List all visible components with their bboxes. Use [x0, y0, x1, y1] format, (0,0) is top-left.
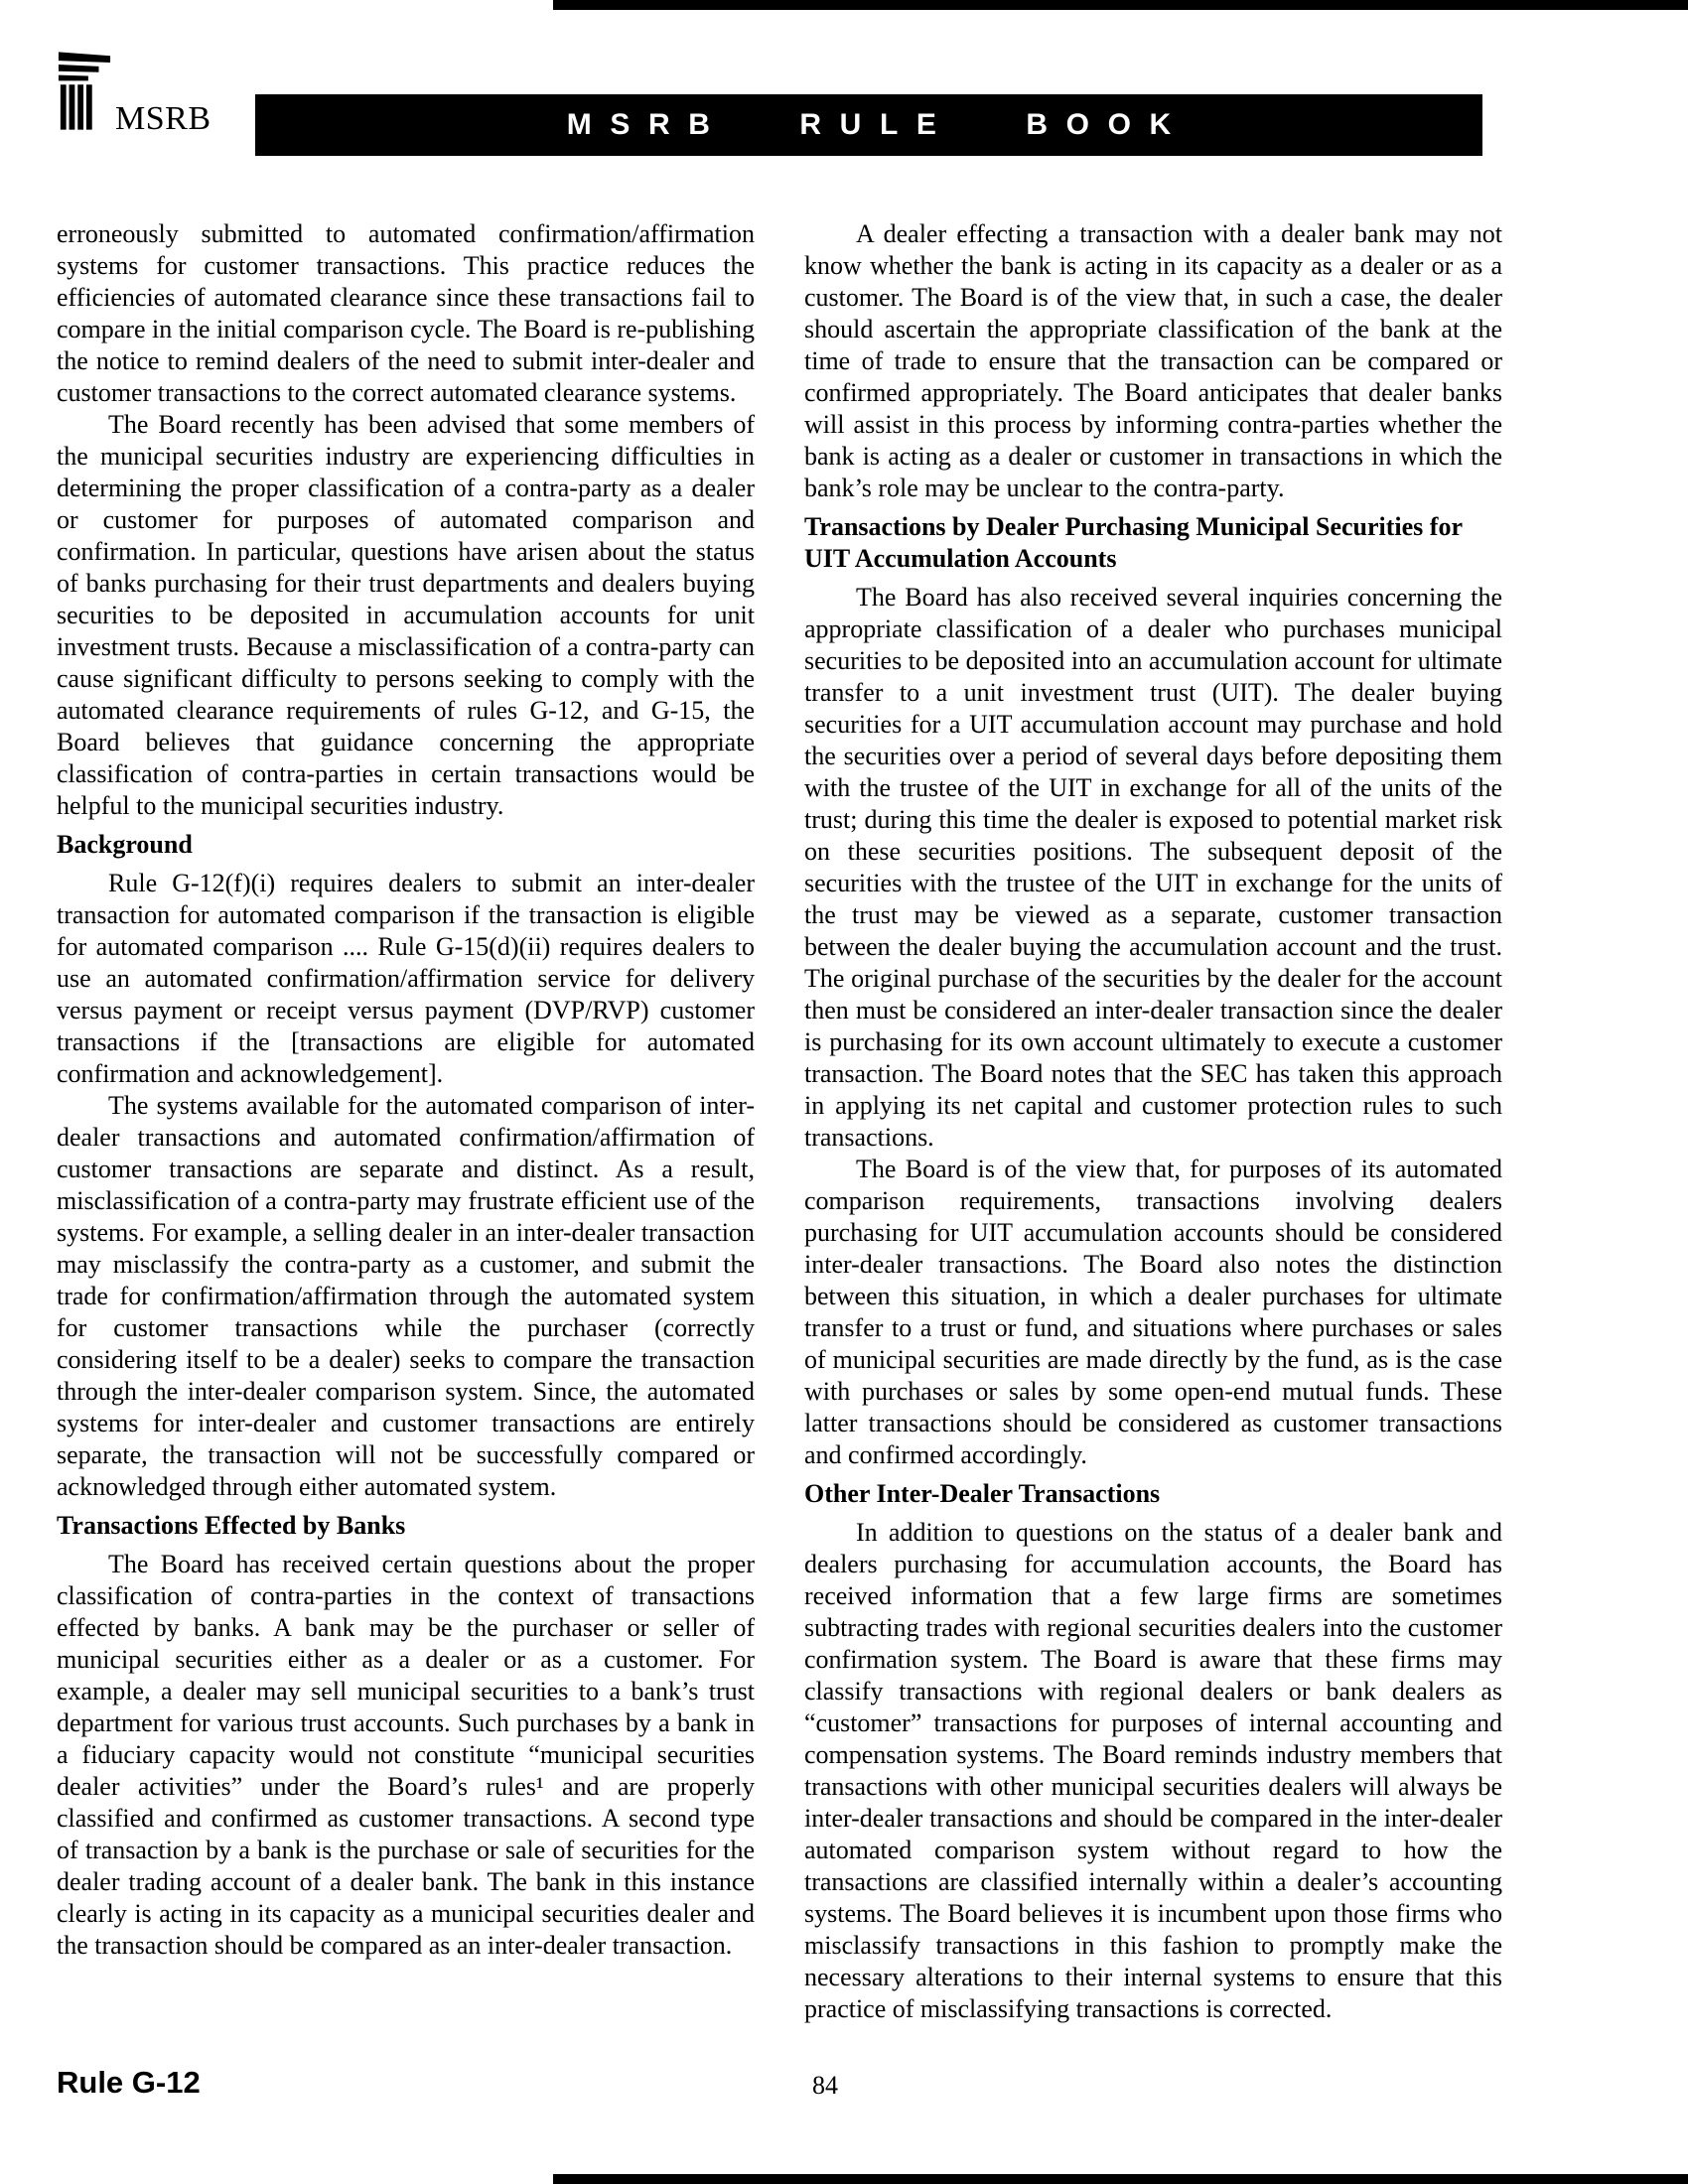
- logo-text: MSRB: [115, 100, 211, 137]
- msrb-column-icon: [57, 50, 112, 133]
- right-column: [804, 218, 1502, 2025]
- body-paragraph: The systems available for the automated comparison of inter-dealer transactions and automated confirmation/affirmation of customer transactions are separate and distinct. As a result, misclassification of a contra-party may frustrate efficient use of the systems. For example, a selling dealer in an inter-dealer transaction may misclassify the contra-party as a customer, and submit the trade for confirmation/affirmation through the automated system for customer transactions while the purchaser (correctly considering itself to be a dealer) seeks to compare the transaction through the inter-dealer comparison system. Since, the automated systems for inter-dealer and customer transactions are entirely separate, the transaction will not be successfully compared or acknowledged through either automated system.: [57, 1091, 755, 1501]
- body-paragraph: The Board has also received several inquiries concerning the appropriate classification of a dealer who purchases municipal securities to be deposited into an accumulation account for ultimate transfer to a unit investment trust (UIT). The dealer buying securities for a UIT accumulation account may purchase and hold the securities over a period of several days before depositing them with the trustee of the UIT in exchange for all of the units of the trust; during this time the dealer is exposed to potential market risk on these securities positions. The subsequent deposit of the securities with the trustee of the UIT in exchange for the units of the trust may be viewed as a separate, customer transaction between the dealer buying the accumulation account and the trust. The original purchase of the securities by the dealer for the account then must be considered an inter-dealer transaction since the dealer is purchasing for its own account ultimately to execute a customer transaction. The Board notes that the SEC has taken this approach in applying its net capital and customer protection rules to such transactions.: [804, 583, 1502, 1152]
- section-heading: Transactions by Dealer Purchasing Municipal Securities for UIT Accumulation Accounts: [804, 512, 1463, 573]
- body-paragraph: In addition to questions on the status of a dealer bank and dealers purchasing for accumulation accounts, the Board has received information that a few large firms are sometimes subtracting trades with regional securities dealers into the customer confirmation system. The Board is aware that these firms may classify transactions with regional dealers or bank dealers as “customer” transactions for purposes of internal accounting and compensation systems. The Board reminds industry members that transactions with other municipal securities dealers will always be inter-dealer transactions and should be compared in the inter-dealer automated comparison system without regard to how the transactions are classified internally within a dealer’s accounting systems. The Board believes it is incumbent upon those firms who misclassify transactions in this fashion to promptly make the necessary alterations to their internal systems to ensure that this practice of misclassifying transactions is corrected.: [804, 1518, 1502, 2023]
- scan-edge-artifact-bottom: [553, 2174, 1688, 2184]
- body-paragraph: Rule G-12(f)(i) requires dealers to submit an inter-dealer transaction for automated comparison if the transaction is eligible for automated comparison .... Rule G-15(d)(ii) requires dealers to use an automated confirmation/affirmation service for delivery versus payment or receipt versus payment (DVP/RVP) customer transactions if the [transactions are eligible for automated confirmation and acknowledgement].: [57, 869, 755, 1088]
- scan-edge-artifact-top: [553, 0, 1688, 10]
- rule-label: Rule G-12: [57, 2065, 201, 2100]
- page-number: 84: [812, 2071, 838, 2100]
- body-paragraph: erroneously submitted to automated confirmation/affirmation systems for customer transactions. This practice reduces the efficiencies of automated clearance since these transactions fail to compare in the initial comparison cycle. The Board is re-publishing the notice to remind dealers of the need to submit inter-dealer and customer transactions to the correct automated clearance systems.: [57, 219, 755, 407]
- body-paragraph: A dealer effecting a transaction with a dealer bank may not know whether the bank is acting in its capacity as a dealer or as a customer. The Board is of the view that, in such a case, the dealer should ascertain the appropriate classification of the bank at the time of trade to ensure that the transaction can be compared or confirmed appropriately. The Board anticipates that dealer banks will assist in this process by informing contra-parties whether the bank is acting as a dealer or customer in transactions in which the bank’s role may be unclear to the contra-party.: [804, 219, 1502, 502]
- body-paragraph: The Board is of the view that, for purposes of its automated comparison requirements, transactions involving dealers purchasing for UIT accumulation accounts should be considered inter-dealer transactions. The Board also notes the distinction between this situation, in which a dealer purchases for ultimate transfer to a trust or fund, and situations where purchases or sales of municipal securities are made directly by the fund, as is the case with purchases or sales by some open-end mutual funds. These latter transactions should be considered as customer transactions and confirmed accordingly.: [804, 1155, 1502, 1469]
- msrb-logo: [57, 50, 211, 137]
- left-column: [57, 218, 755, 2025]
- section-heading: Background: [57, 830, 193, 859]
- body-paragraph: The Board recently has been advised that some members of the municipal securities industry are experiencing difficulties in determining the proper classification of a contra-party as a dealer or customer for purposes of automated comparison and confirmation. In particular, questions have arisen about the status of banks purchasing for their trust departments and dealers buying securities to be deposited in accumulation accounts for unit investment trusts. Because a misclassification of a contra-party can cause significant difficulty to persons seeking to comply with the automated clearance requirements of rules G-12, and G-15, the Board believes that guidance concerning the appropriate classification of contra-parties in certain transactions would be helpful to the municipal securities industry.: [57, 410, 755, 820]
- section-heading: Transactions Effected by Banks: [57, 1511, 406, 1540]
- section-heading: Other Inter-Dealer Transactions: [804, 1479, 1161, 1508]
- title-bar: [255, 94, 1482, 156]
- body-paragraph: The Board has received certain questions about the proper classification of contra-parties in the context of transactions effected by banks. A bank may be the purchaser or seller of municipal securities either as a dealer or as a customer. For example, a dealer may sell municipal securities to a bank’s trust department for various trust accounts. Such purchases by a bank in a fiduciary capacity would not constitute “municipal securities dealer activities” under the Board’s rules¹ and are properly classified and confirmed as customer transactions. A second type of transaction by a bank is the purchase or sale of securities for the dealer trading account of a dealer bank. The bank in this instance clearly is acting in its capacity as a municipal securities dealer and the transaction should be compared as an inter-dealer transaction.: [57, 1550, 755, 1960]
- rule-book-title: MSRB RULE BOOK: [566, 108, 1190, 141]
- document-body: [57, 218, 1502, 2025]
